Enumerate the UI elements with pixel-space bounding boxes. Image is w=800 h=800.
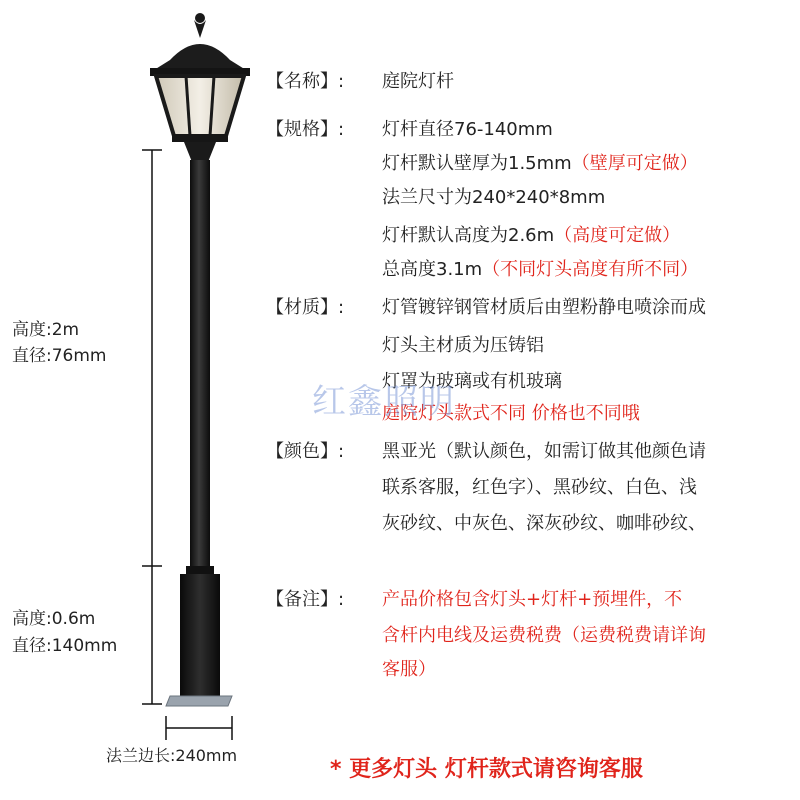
flange-side-label: 法兰边长:240mm (106, 746, 238, 765)
spec-line-1 (382, 114, 553, 146)
spec-name-row (266, 66, 454, 98)
spec-name-key: 【名称】: (266, 71, 345, 92)
spec-line-5 (382, 254, 698, 286)
spec-name-value: 庭院灯杆 (382, 71, 454, 92)
spec-line-4 (382, 220, 680, 252)
spec-line-2-note: （壁厚可定做） (571, 153, 698, 174)
lower-pole (180, 566, 220, 698)
spec-material-key: 【材质】: (266, 297, 345, 318)
spec-line-4-note: （高度可定做） (554, 225, 681, 246)
lower-diameter-label: 直径:140mm (12, 636, 118, 656)
color-line-1: 黑亚光（默认颜色，如需订做其他颜色请 (382, 441, 706, 462)
upper-height-label: 高度:2m (12, 320, 80, 340)
color-line-2: 联系客服，红色字）、黑砂纹、白色、浅 (382, 477, 697, 498)
flange-plate (166, 696, 232, 706)
spec-line-3 (382, 182, 605, 214)
remark-line-2: 含杆内电线及运费税费（运费税费请详询 (382, 625, 706, 646)
lamp-head (150, 13, 250, 162)
color-line-3: 灰砂纹、中灰色、深灰砂纹、咖啡砂纹、 (382, 513, 706, 534)
spec-line-2-text: 灯杆默认壁厚为1.5mm (382, 153, 572, 174)
footer-contact-note: * 更多灯头 灯杆款式请咨询客服 (330, 757, 643, 782)
material-line-1: 灯管镀锌钢管材质后由塑粉静电喷涂而成 (382, 297, 706, 318)
material-line-3: 灯罩为玻璃或有机玻璃 (382, 371, 562, 392)
spec-line-1-text: 灯杆直径76-140mm (382, 119, 553, 140)
upper-diameter-label: 直径:76mm (12, 346, 107, 366)
spec-line-3-text: 法兰尺寸为240*240*8mm (382, 187, 606, 208)
spec-remark-key: 【备注】: (266, 589, 345, 610)
remark-line-1: 产品价格包含灯头+灯杆+预埋件，不 (382, 589, 683, 610)
material-line-2: 灯头主材质为压铸铝 (382, 335, 544, 356)
spec-line-5-note: （不同灯头高度有所不同） (482, 259, 699, 280)
spec-line-4-text: 灯杆默认高度为2.6m (382, 225, 555, 246)
remark-line-3: 客服） (382, 659, 436, 680)
upper-pole (190, 160, 210, 570)
lower-height-label: 高度:0.6m (12, 609, 96, 629)
spec-line-5-text: 总高度3.1m (382, 259, 483, 280)
spec-spec-key: 【规格】: (266, 119, 345, 140)
spec-line-2 (382, 148, 698, 180)
spec-color-key: 【颜色】: (266, 441, 345, 462)
material-red-line: 庭院灯头款式不同 价格也不同哦 (382, 403, 640, 424)
brand-watermark: 红鑫照明 (312, 382, 456, 422)
